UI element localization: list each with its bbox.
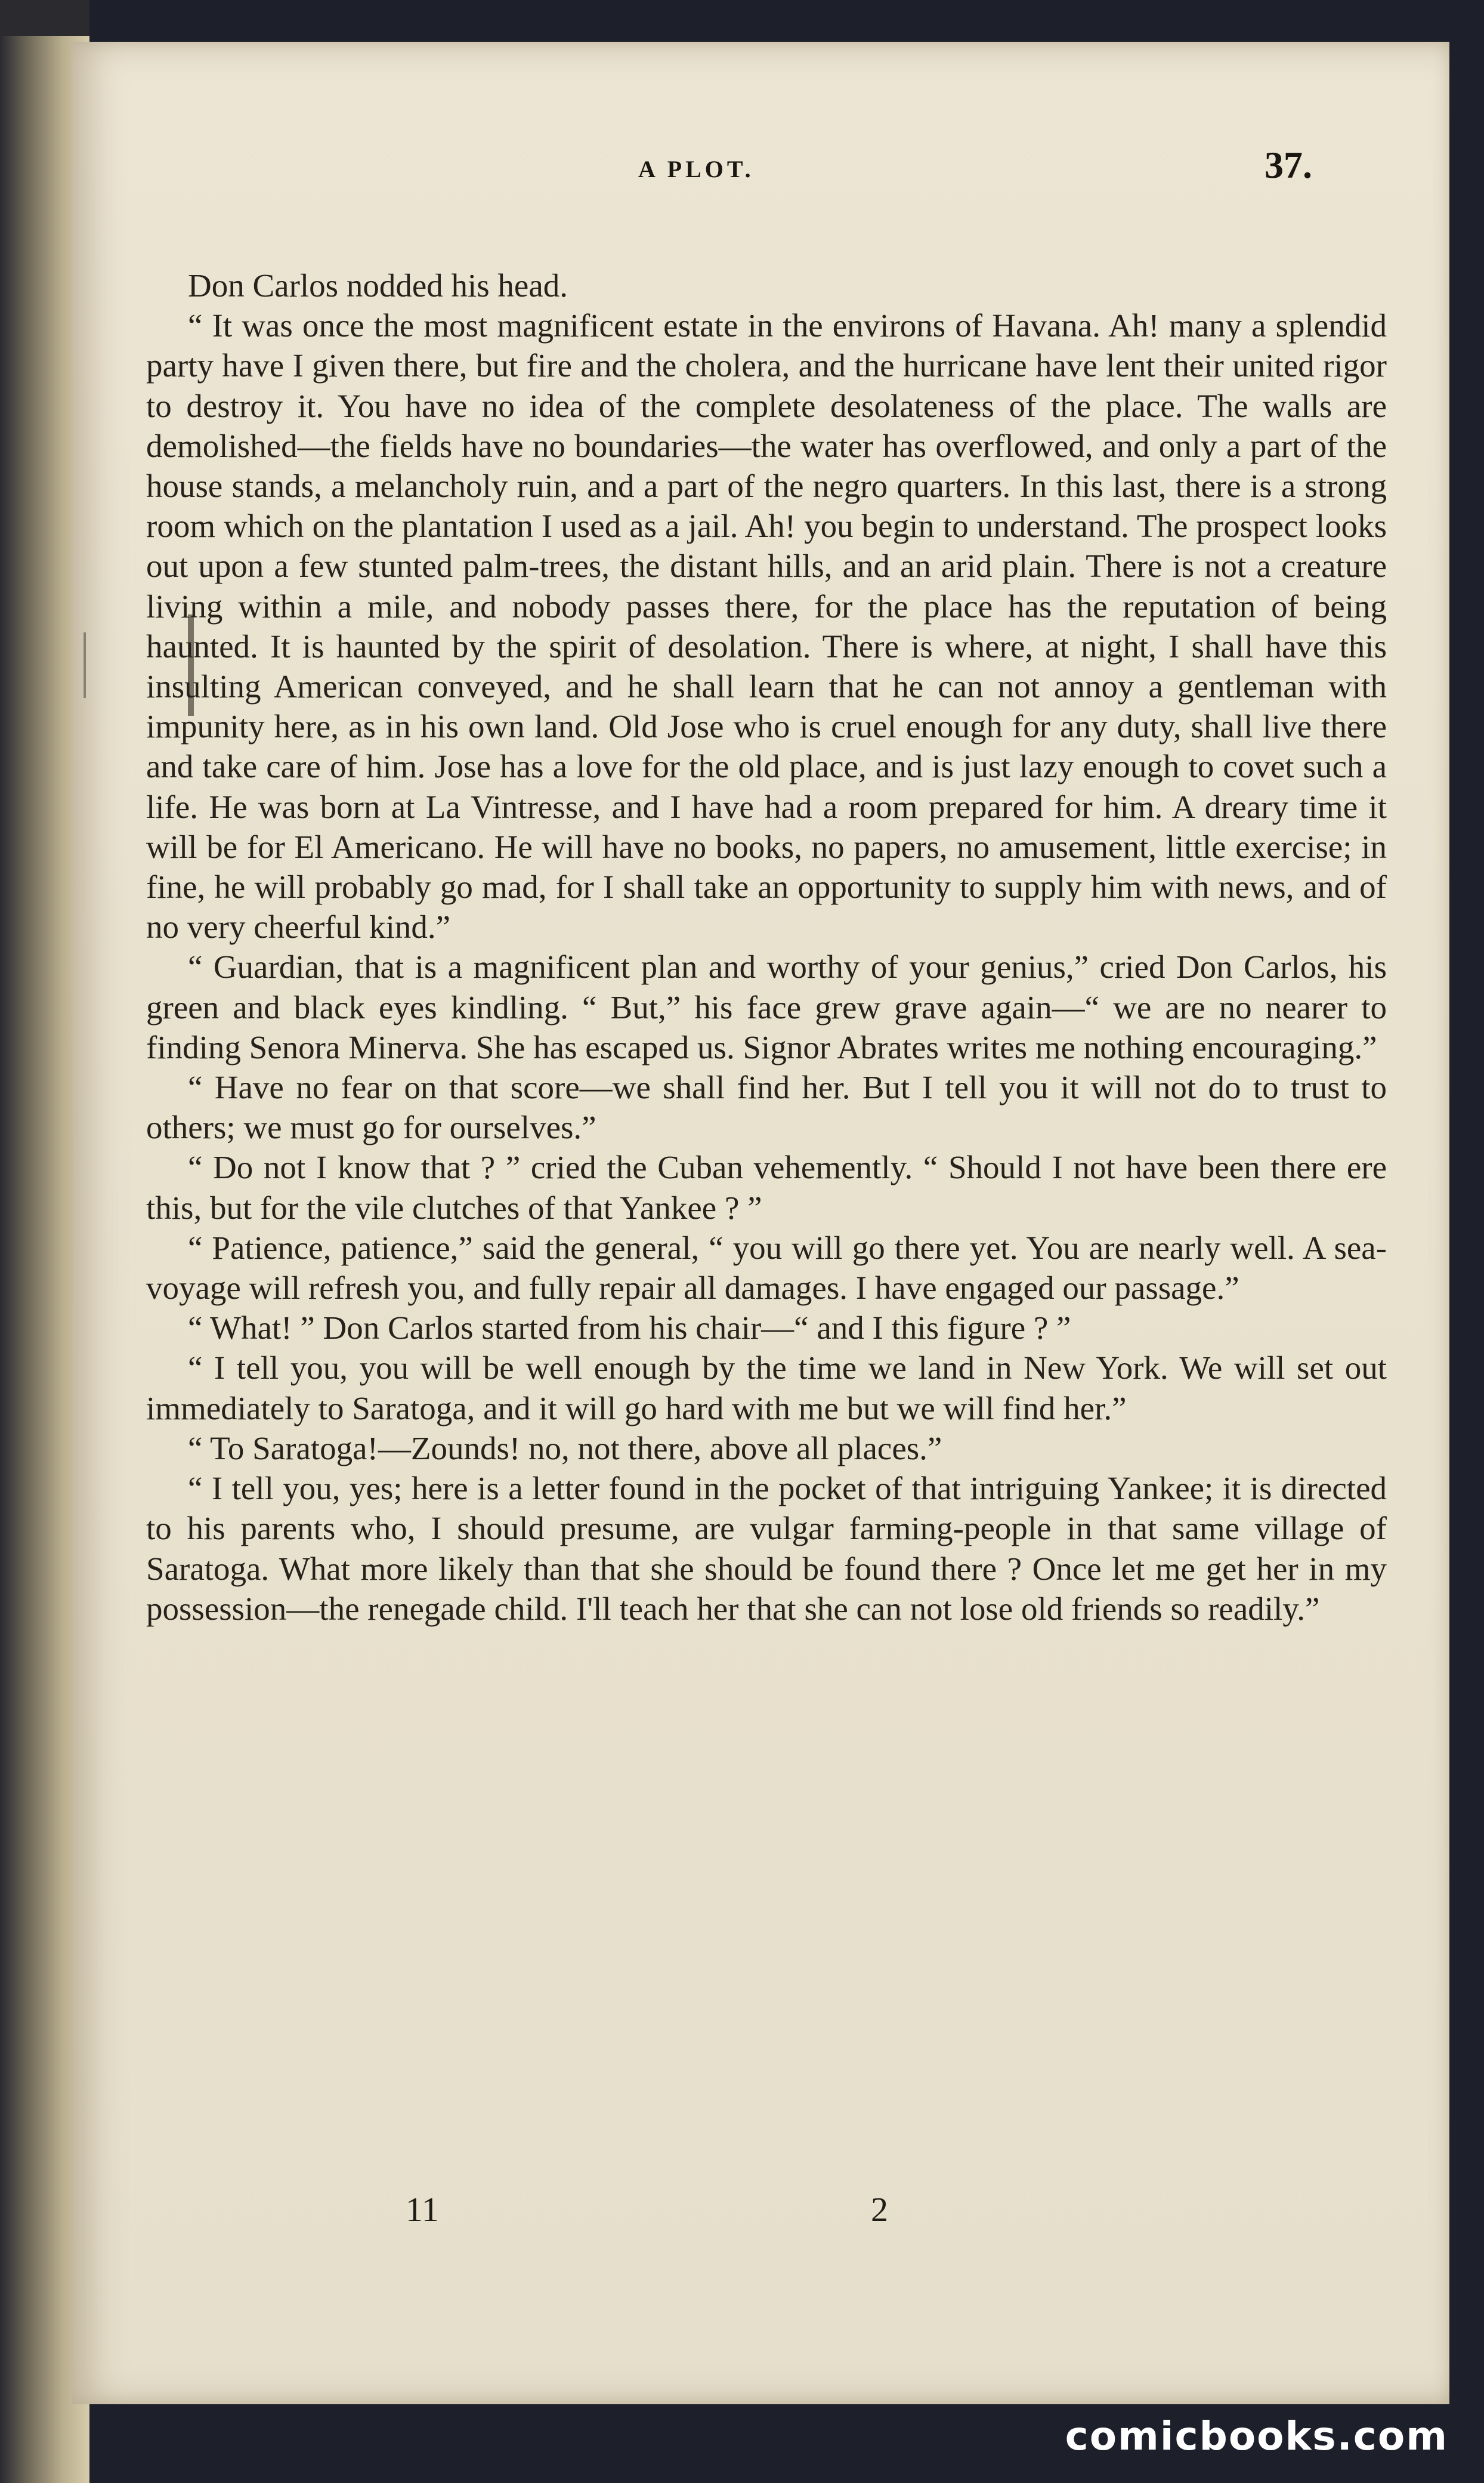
signature-mark-left: 11 xyxy=(406,2190,439,2229)
signature-marks xyxy=(72,2189,1449,2237)
paragraph: “ I tell you, you will be well enough by the time we land in New York. We will set out immediately to Saratoga, and it will go hard with me but we will find her.” xyxy=(146,1349,1387,1426)
paragraph: “ It was once the most magnificent estate in the environs of Havana. Ah! many a splendid party have I given there, but fire and the cholera, and the hurricane have lent their united rigor to destroy it. You have no idea of the complete desolateness of the place. The walls are demolished—the fields have no boundaries—the water has overflowed, and only a part of the house stands, a melancholy ruin, and a part of the negro quarters. In this last, there is a strong room which on the plantation I used as a jail. Ah! you begin to understand. The prospect looks out upon a few stunted palm-trees, the distant hills, and an arid plain. There is not a creature living within a mile, and nobody passes there, for the place has the reputation of being haunted. It is haunted by the spirit of desolation. There is where, at night, I shall have this insulting American conveyed, and he shall learn that he can not annoy a gentleman with impunity here, as in his own land. Old Jose who is cruel enough for any duty, shall live there and take care of him. Jose has a love for the old place, and is just lazy enough to covet such a life. He was born at La Vintresse, and I have had a room prepared for him. A dreary time it will be for El Americano. He will have no books, no papers, no amusement, little exercise; in fine, he will probably go mad, for I shall take an opportunity to supply him with news, and of no very cheerful kind.” xyxy=(146,307,1387,946)
page-number: 37. xyxy=(1265,144,1312,186)
paragraph: “ Have no fear on that score—we shall find her. But I tell you it will not do to trust to others; we must go for ourselves.” xyxy=(146,1069,1387,1146)
paragraph: “ What! ” Don Carlos started from his chair—“ and I this figure ? ” xyxy=(188,1310,1071,1346)
site-watermark: comicbooks.com xyxy=(1065,2413,1448,2459)
paragraph: “ To Saratoga!—Zounds! no, not there, above all places.” xyxy=(188,1429,942,1466)
paragraph: “ I tell you, yes; here is a letter found in the pocket of that intriguing Yankee; it is directed to his parents who, I should presume, are vulgar farming-people in that same village of Saratoga. What more likely than that she should be found there ? Once let me get her in my possession—the renegade child. I'll teach her that she can not lose old friends so readily.” xyxy=(146,1470,1387,1627)
spine-top-edge xyxy=(0,0,89,36)
signature-mark-right: 2 xyxy=(871,2190,888,2229)
paragraph: “ Guardian, that is a magnificent plan and worthy of your genius,” cried Don Carlos, his green and black eyes kindling. “ But,” his face grew grave again—“ we are no nearer to finding Senora Minerva. She has escaped us. Signor Abrates writes me nothing encouraging.” xyxy=(146,949,1387,1066)
book-page xyxy=(72,42,1449,2404)
paragraph: “ Do not I know that ? ” cried the Cuban vehemently. “ Should I not have been there ere this, but for the vile clutches of that Yankee ? ” xyxy=(146,1149,1387,1226)
paragraph: Don Carlos nodded his head. xyxy=(188,267,568,304)
running-title: A PLOT. xyxy=(638,156,755,183)
margin-pencil-mark xyxy=(84,632,86,698)
page-body-text xyxy=(146,265,1387,1629)
running-header xyxy=(72,137,1449,209)
paragraph: “ Patience, patience,” said the general, “ you will go there yet. You are nearly well. A sea-voyage will refresh you, and fully repair all damages. I have engaged our passage.” xyxy=(146,1229,1387,1307)
